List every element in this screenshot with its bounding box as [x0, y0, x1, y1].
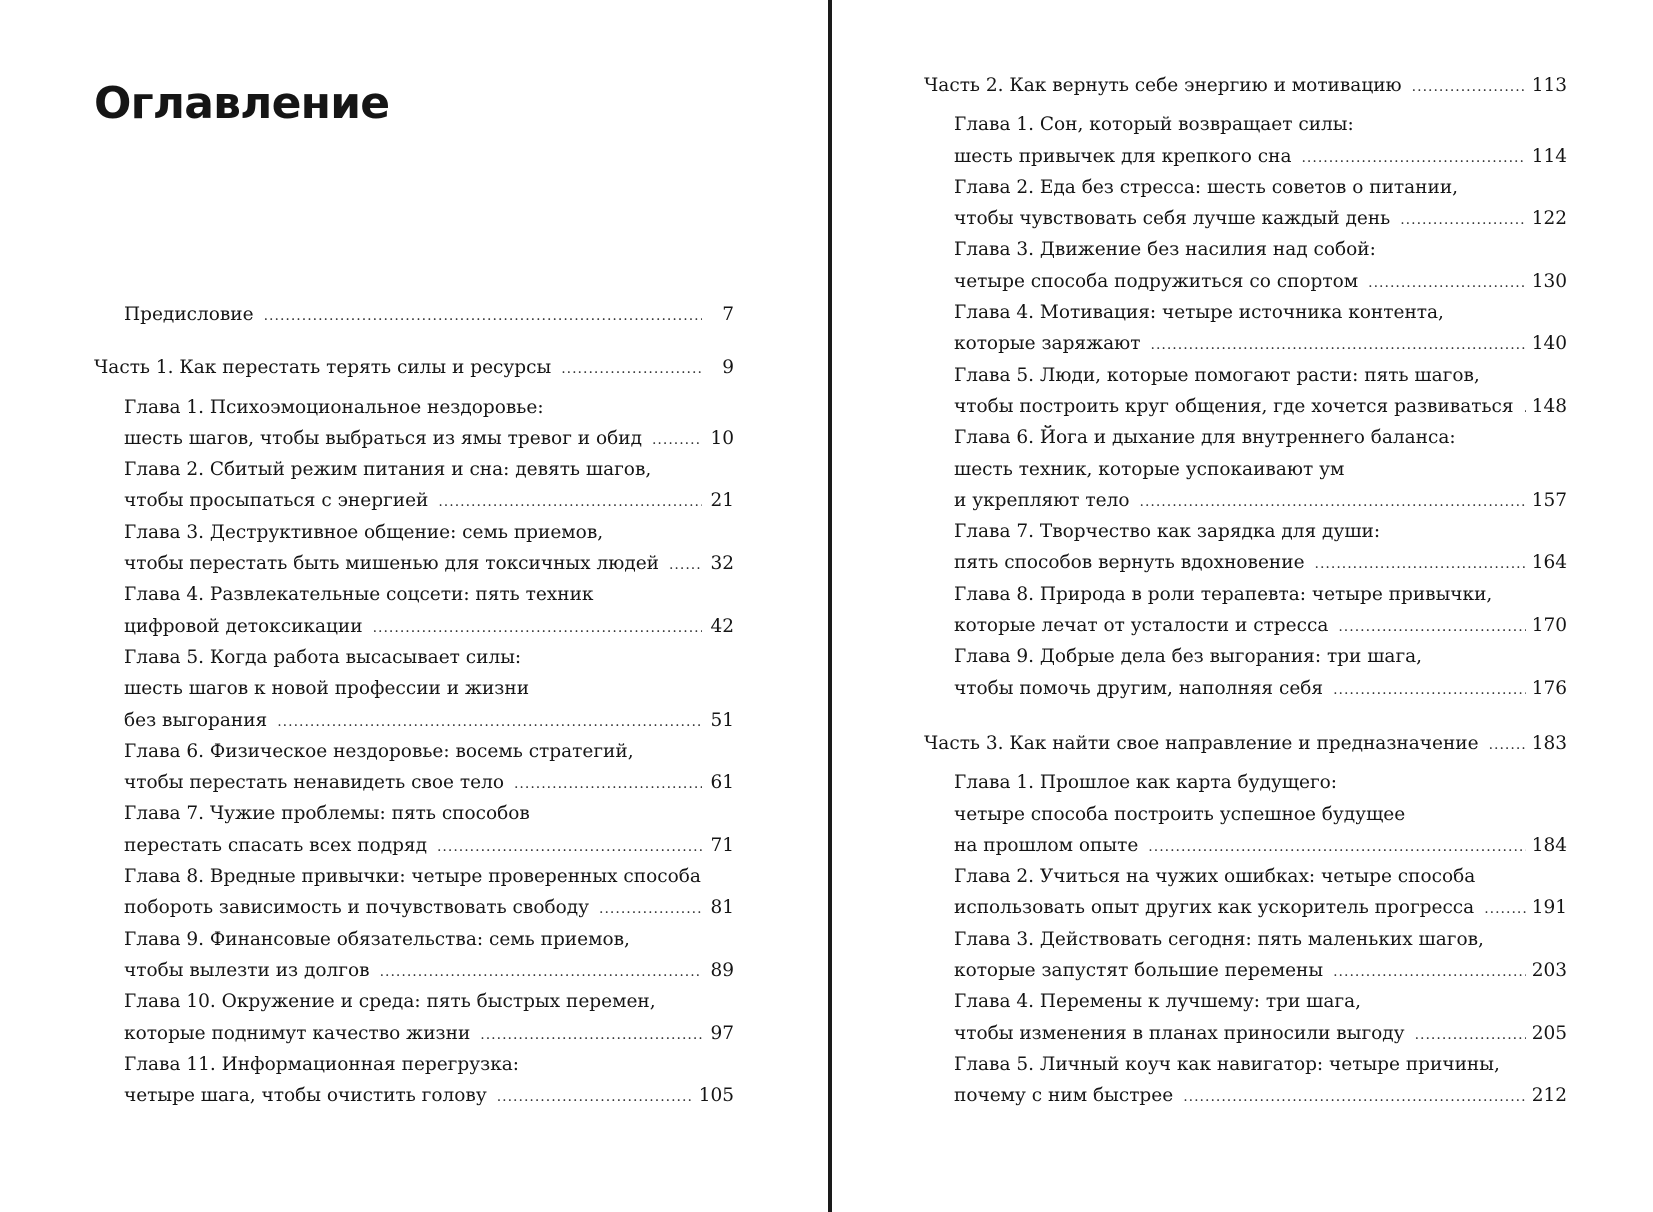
chapter-title: Глава 1. Психоэмоциональное нездоровье: [124, 396, 544, 418]
page-number: 183 [1531, 732, 1567, 754]
chapter-title: Глава 4. Перемены к лучшему: три шага, [954, 991, 1361, 1013]
toc-chapter[interactable] [924, 360, 1567, 423]
toc-chapter[interactable] [94, 798, 734, 861]
page-number: 51 [710, 709, 734, 731]
dot-leader [514, 769, 702, 800]
chapter-subtitle: шесть техник, которые успокаивают ум [954, 458, 1345, 480]
chapter-title: Глава 7. Творчество как зарядка для души: [954, 521, 1381, 543]
toc-chapter[interactable] [924, 109, 1567, 172]
page-number: 89 [710, 959, 734, 981]
toc-chapter[interactable] [94, 924, 734, 987]
page-number: 176 [1531, 677, 1567, 699]
toc-chapter[interactable] [924, 579, 1567, 642]
dot-leader [1489, 730, 1526, 761]
toc-chapter[interactable] [94, 986, 734, 1049]
toc-chapter[interactable] [94, 579, 734, 642]
dot-leader [1148, 832, 1525, 863]
chapter-subtitle: перестать спасать всех подряд [124, 834, 427, 856]
chapter-subtitle: четыре способа подружиться со спортом [954, 270, 1359, 292]
page-number: 32 [710, 553, 734, 575]
toc-chapter[interactable] [924, 767, 1567, 861]
chapter-title: Глава 8. Вредные привычки: четыре проверенных способа [124, 866, 701, 888]
chapter-title: Глава 4. Развлекательные соцсети: пять техник [124, 584, 594, 606]
chapter-title: Глава 5. Когда работа высасывает силы: [124, 646, 522, 668]
page-number: 122 [1531, 208, 1567, 230]
toc-entry-preface[interactable] [94, 299, 734, 330]
chapter-subtitle: почему с ним быстрее [954, 1085, 1174, 1107]
dot-leader [437, 832, 702, 863]
page-number: 140 [1531, 333, 1567, 355]
chapter-subtitle: которые запустят большие перемены [954, 960, 1324, 982]
page-number: 170 [1531, 615, 1567, 637]
chapter-title: Глава 4. Мотивация: четыре источника контента, [954, 302, 1444, 324]
chapter-subtitle: чтобы перестать быть мишенью для токсичных людей [124, 553, 659, 575]
chapter-subtitle: которые лечат от усталости и стресса [954, 615, 1329, 637]
page-number: 9 [722, 357, 734, 379]
page-number: 21 [710, 490, 734, 512]
chapter-subtitle: которые заряжают [954, 333, 1141, 355]
toc-chapter[interactable] [924, 986, 1567, 1049]
dot-leader [1412, 72, 1526, 103]
toc-right [924, 70, 1567, 1112]
chapter-subtitle: чтобы построить круг общения, где хочется развиваться [954, 395, 1514, 417]
dot-leader [599, 894, 702, 925]
page-number: 184 [1531, 834, 1567, 856]
page-number: 212 [1531, 1085, 1567, 1107]
toc-chapter[interactable] [94, 517, 734, 580]
page-number: 114 [1531, 145, 1567, 167]
chapter-title: Глава 5. Личный коуч как навигатор: четыре причины, [954, 1053, 1500, 1075]
dot-leader [1183, 1082, 1526, 1113]
chapter-title: Глава 7. Чужие проблемы: пять способов [124, 803, 530, 825]
dot-leader [1333, 675, 1526, 706]
chapter-title: Глава 3. Деструктивное общение: семь приемов, [124, 521, 604, 543]
dot-leader [1484, 894, 1525, 925]
chapter-title: Глава 1. Сон, который возвращает силы: [954, 114, 1354, 136]
toc-chapter[interactable] [94, 861, 734, 924]
dot-leader [1315, 549, 1526, 580]
dot-leader [380, 957, 702, 988]
toc-chapter[interactable] [94, 454, 734, 517]
chapter-subtitle: шесть шагов к новой профессии и жизни [124, 678, 530, 700]
part-label: Часть 2. Как вернуть себе энергию и мотивацию [924, 75, 1402, 96]
toc-chapter[interactable] [94, 392, 734, 455]
toc-chapter[interactable] [924, 641, 1567, 704]
dot-leader [561, 354, 702, 385]
page-number: 105 [698, 1085, 734, 1107]
dot-leader [1140, 487, 1526, 518]
dot-leader [1338, 612, 1525, 643]
page-number: 130 [1531, 270, 1567, 292]
page-number: 81 [710, 897, 734, 919]
chapter-subtitle: использовать опыт других как ускоритель прогресса [954, 897, 1475, 919]
chapter-title: Глава 5. Люди, которые помогают расти: пять шагов, [954, 364, 1480, 386]
toc-chapter[interactable] [924, 861, 1567, 924]
chapter-subtitle: чтобы чувствовать себя лучше каждый день [954, 208, 1391, 230]
chapter-subtitle: пять способов вернуть вдохновение [954, 552, 1305, 574]
toc-chapter[interactable] [94, 736, 734, 799]
toc-chapter[interactable] [924, 297, 1567, 360]
dot-leader [669, 550, 702, 581]
chapter-subtitle: четыре способа построить успешное будущее [954, 803, 1406, 825]
page-number: 42 [710, 615, 734, 637]
page-number: 191 [1531, 897, 1567, 919]
chapter-title: Глава 2. Учиться на чужих ошибках: четыре способа [954, 866, 1476, 888]
toc-chapter[interactable] [924, 422, 1567, 516]
dot-leader [652, 425, 702, 456]
dot-leader [497, 1082, 693, 1113]
dot-leader [277, 707, 702, 738]
chapter-subtitle: шесть шагов, чтобы выбраться из ямы тревог и обид [124, 427, 642, 449]
chapter-subtitle: чтобы изменения в планах приносили выгоду [954, 1022, 1405, 1044]
part-label: Часть 3. Как найти свое направление и предназначение [924, 732, 1479, 754]
chapter-subtitle: чтобы вылезти из долгов [124, 959, 370, 981]
chapter-subtitle: цифровой детоксикации [124, 615, 363, 637]
chapter-subtitle: без выгорания [124, 709, 268, 731]
chapter-subtitle: на прошлом опыте [954, 834, 1139, 856]
chapter-subtitle: которые поднимут качество жизни [124, 1022, 471, 1044]
page-number: 7 [722, 304, 734, 325]
chapter-title: Глава 1. Прошлое как карта будущего: [954, 772, 1338, 794]
page-number: 113 [1531, 75, 1567, 96]
toc-part-2[interactable] [924, 70, 1567, 101]
toc-part-3[interactable] [924, 728, 1567, 759]
chapter-subtitle: четыре шага, чтобы очистить голову [124, 1085, 487, 1107]
dot-leader [1301, 143, 1525, 174]
dot-leader [438, 487, 702, 518]
dot-leader [1524, 393, 1526, 424]
page-number: 10 [710, 427, 734, 449]
page-number: 205 [1531, 1022, 1567, 1044]
page-number: 61 [710, 772, 734, 794]
dot-leader [373, 613, 702, 644]
right-page [832, 0, 1653, 1212]
chapter-subtitle: чтобы перестать ненавидеть свое тело [124, 772, 504, 794]
dot-leader [1333, 957, 1526, 988]
chapter-title: Глава 6. Физическое нездоровье: восемь стратегий, [124, 740, 634, 762]
entry-label: Предисловие [124, 304, 254, 325]
chapter-subtitle: побороть зависимость и почувствовать свободу [124, 897, 590, 919]
chapter-title: Глава 10. Окружение и среда: пять быстрых перемен, [124, 991, 656, 1013]
chapter-title: Глава 9. Добрые дела без выгорания: три шага, [954, 646, 1423, 668]
toc-part-1[interactable] [94, 352, 734, 383]
toc-left [94, 299, 734, 1111]
toc-chapter[interactable] [924, 172, 1567, 235]
dot-leader [1400, 205, 1525, 236]
chapter-title: Глава 3. Движение без насилия над собой: [954, 239, 1376, 261]
chapter-subtitle: шесть привычек для крепкого сна [954, 145, 1292, 167]
toc-chapter[interactable] [924, 516, 1567, 579]
page-title: Оглавление [94, 78, 390, 129]
chapter-title: Глава 8. Природа в роли терапевта: четыре привычки, [954, 583, 1493, 605]
toc-chapter[interactable] [924, 234, 1567, 297]
dot-leader [480, 1020, 702, 1051]
dot-leader [264, 301, 702, 332]
page-number: 97 [710, 1022, 734, 1044]
dot-leader [1368, 268, 1526, 299]
page-number: 148 [1531, 395, 1567, 417]
chapter-title: Глава 2. Сбитый режим питания и сна: девять шагов, [124, 459, 652, 481]
dot-leader [1415, 1020, 1526, 1051]
toc-chapter[interactable] [924, 924, 1567, 987]
chapter-title: Глава 11. Информационная перегрузка: [124, 1053, 520, 1075]
chapter-subtitle: чтобы помочь другим, наполняя себя [954, 677, 1324, 699]
chapter-subtitle: и укрепляют тело [954, 489, 1130, 511]
chapter-title: Глава 3. Действовать сегодня: пять маленьких шагов, [954, 928, 1484, 950]
page-number: 71 [710, 834, 734, 856]
chapter-title: Глава 2. Еда без стресса: шесть советов о питании, [954, 176, 1459, 198]
page-number: 203 [1531, 960, 1567, 982]
toc-chapter[interactable] [924, 1049, 1567, 1112]
page-number: 164 [1531, 552, 1567, 574]
toc-chapter[interactable] [94, 1049, 734, 1112]
dot-leader [1151, 330, 1526, 361]
chapter-title: Глава 6. Йога и дыхание для внутреннего баланса: [954, 427, 1456, 449]
chapter-subtitle: чтобы просыпаться с энергией [124, 490, 429, 512]
toc-chapter[interactable] [94, 642, 734, 736]
part-label: Часть 1. Как перестать терять силы и ресурсы [94, 357, 552, 379]
page-number: 157 [1531, 489, 1567, 511]
chapter-title: Глава 9. Финансовые обязательства: семь приемов, [124, 928, 630, 950]
